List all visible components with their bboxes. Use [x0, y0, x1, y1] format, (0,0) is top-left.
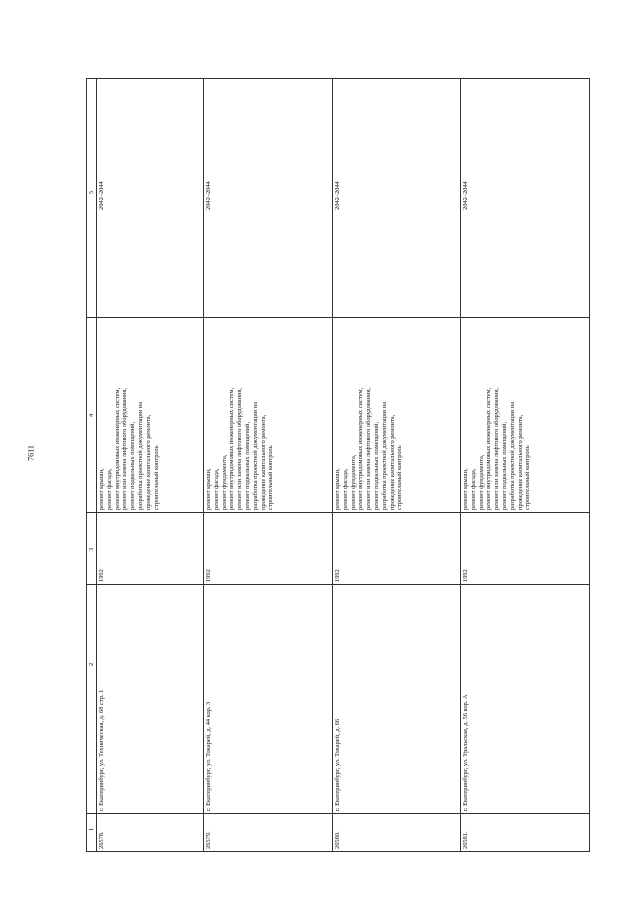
works-line: разработка проектной документации на [251, 401, 259, 510]
year-cell: 1992 [462, 569, 469, 582]
works-line: ремонт фасада, [105, 468, 113, 510]
works-line: ремонт или замена лифтового оборудования, [236, 387, 244, 510]
works-line: проведение капитального ремонта, [144, 414, 152, 510]
year-cell: 1992 [334, 569, 341, 582]
works-line: ремонт подвальных помещений, [500, 421, 508, 510]
works-line: ремонт внутридомовых инженерных систем, [485, 387, 493, 510]
works-cell [205, 388, 275, 510]
repair-schedule-table [86, 78, 590, 852]
works-line: ремонт или замена лифтового оборудования, [493, 387, 501, 510]
works-line: ремонт подвальных помещений, [243, 421, 251, 510]
works-line: ремонт крыши, [205, 468, 212, 510]
works-line: разработка проектной документации на [380, 401, 388, 510]
works-line: ремонт внутридомовых инженерных систем, [228, 387, 236, 510]
works-line: строительный контроль [524, 445, 532, 510]
column-divider [87, 813, 589, 814]
year-cell: 1992 [205, 569, 212, 582]
address-cell: г. Екатеринбург, ул. Токарей, д. 66 [334, 718, 341, 811]
row-number: 26578. [98, 831, 105, 849]
row-divider [203, 79, 204, 851]
works-line: разработка проектной документации на [136, 401, 144, 510]
works-line: строительный контроль [267, 445, 275, 510]
header-col-3: 3 [88, 547, 95, 551]
works-line: проведение капитального ремонта, [259, 414, 267, 510]
works-line: ремонт фундамента, [349, 454, 357, 510]
period-cell: 2042–2044 [98, 181, 105, 210]
header-row-divider [96, 79, 97, 851]
page-number: 7611 [26, 445, 36, 461]
row-divider [460, 79, 461, 851]
works-line: ремонт подвальных помещений, [129, 421, 137, 510]
period-cell: 2042–2044 [462, 181, 469, 210]
works-line: ремонт или замена лифтового оборудования, [365, 387, 373, 510]
header-col-4: 4 [88, 413, 95, 417]
header-col-2: 2 [88, 662, 95, 666]
address-cell: г. Екатеринбург, ул. Техническая, д. 68 стр. 1 [98, 689, 105, 811]
header-col-1: 1 [88, 827, 95, 831]
works-cell [334, 388, 404, 510]
year-cell: 1992 [98, 569, 105, 582]
works-line: ремонт крыши, [334, 468, 341, 510]
column-divider [87, 512, 589, 513]
row-number: 26581. [462, 831, 469, 849]
row-number: 26579. [205, 831, 212, 849]
works-cell [462, 388, 532, 510]
works-line: ремонт фасада, [469, 468, 477, 510]
address-cell: г. Екатеринбург, ул. Токарей, д. 44 кор. 3 [205, 701, 212, 811]
works-line: ремонт крыши, [98, 468, 105, 510]
row-number: 26580. [334, 831, 341, 849]
row-divider [332, 79, 333, 851]
works-line: ремонт внутридомовых инженерных систем, [357, 387, 365, 510]
works-line: ремонт фасада, [212, 468, 220, 510]
works-line: ремонт фундамента, [220, 454, 228, 510]
works-line: ремонт фасада, [341, 468, 349, 510]
works-line: строительный контроль [152, 445, 160, 510]
works-line: ремонт или замена лифтового оборудования, [121, 387, 129, 510]
column-divider [87, 584, 589, 585]
header-col-5: 5 [88, 190, 95, 194]
works-cell [98, 388, 160, 510]
period-cell: 2042–2044 [334, 181, 341, 210]
works-line: проведение капитального ремонта, [516, 414, 524, 510]
works-line: ремонт фундамента, [477, 454, 485, 510]
works-line: строительный контроль [396, 445, 404, 510]
works-line: ремонт внутридомовых инженерных систем, [113, 387, 121, 510]
period-cell: 2042–2044 [205, 181, 212, 210]
works-line: ремонт крыши, [462, 468, 469, 510]
address-cell: г. Екатеринбург, ул. Уральская, д. 56 кор. А [462, 694, 469, 811]
works-line: проведение капитального ремонта, [388, 414, 396, 510]
works-line: ремонт подвальных помещений, [372, 421, 380, 510]
column-divider [87, 317, 589, 318]
works-line: разработка проектной документации на [508, 401, 516, 510]
